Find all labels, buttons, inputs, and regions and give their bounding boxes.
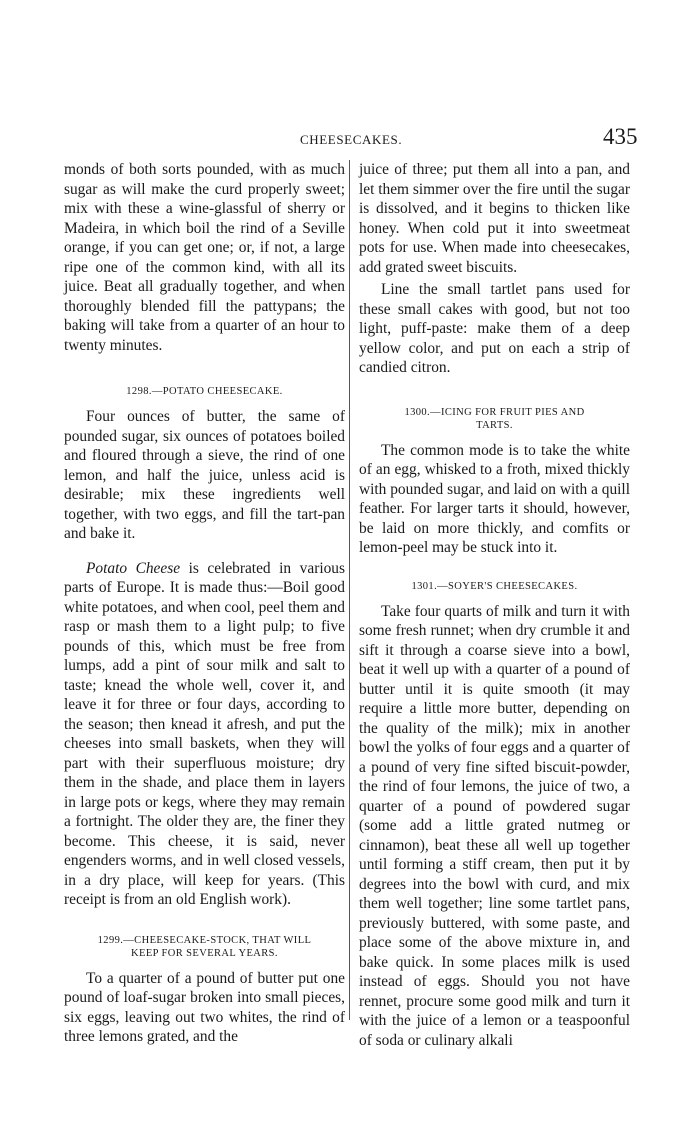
paragraph-potato-cheese xyxy=(64,559,345,910)
recipe-heading-1299-line1: 1299.—CHEESECAKE-STOCK, THAT WILL xyxy=(97,934,312,946)
paragraph-soyers-cheesecakes: Take four quarts of milk and turn it with some fresh runnet; when dry crumble it and sift it through a coarse sieve into a bowl, beat it well up with a quarter of a pound of butter until it is quite smooth (it may require a little more butter, depending on the quality of the milk); mix in another bowl the yolks of four eggs and a quarter of a pound of very fine sifted biscuit-powder, the rind of four lemons, the juice of two, a quarter of a pound of powdered sugar (some add a little grated nutmeg or cinnamon), beat these all well up together until forming a stiff cream, then put it by degrees into the bowl with curd, and mix them well together; line some tartlet pans, previously buttered, with some paste, and place some of the above mixture in, and bake quick. In some places milk is used instead of eggs. Should you not have rennet, procure some good milk and turn it with the juice of a lemon or a teaspoonful of soda or culinary alkali xyxy=(359,602,630,1049)
paragraph-tartlet-pans: Line the small tartlet pans used for these small cakes with good, but not too light, puff-paste: make them of a deep yellow color, and put on each a strip of candied citron. xyxy=(359,281,630,376)
running-head: CHEESECAKES. xyxy=(300,132,403,147)
paragraph-cheesecake-stock: To a quarter of a pound of butter put one pound of loaf-sugar broken into small pieces, six eggs, leaving out two whites, the rind of three lemons grated, and the xyxy=(64,969,345,1045)
paragraph-stock-continued: juice of three; put them all into a pan, and let them simmer over the fire until the sugar is dissolved, and it begins to thicken like honey. When cold put it into sweetmeat pots for use. When made into cheesecakes, add grated sweet biscuits. xyxy=(359,161,630,276)
left-column xyxy=(64,160,345,1047)
italic-term: Potato Cheese xyxy=(86,559,181,577)
page-number: 435 xyxy=(603,124,638,149)
recipe-heading-1301: 1301.—SOYER'S CHEESECAKES. xyxy=(411,580,578,592)
paragraph-icing: The common mode is to take the white of an egg, whisked to a froth, mixed thickly with pounded sugar, and laid on with a quill feather. For larger tarts it should, however, be laid on more thickly, and comfits or lemon-peel may be stuck into it. xyxy=(359,441,630,556)
right-column xyxy=(359,160,630,1050)
recipe-heading-1299-line2: KEEP FOR SEVERAL YEARS. xyxy=(131,947,278,959)
recipe-heading-1300-line2: TARTS. xyxy=(476,419,513,431)
recipe-heading-1300 xyxy=(359,406,630,432)
page-header xyxy=(0,118,700,158)
paragraph-potato-cheese-text: is celebrated in various parts of Europe. It is made thus:—Boil good white potatoes, and when cool, peel them and rasp or mash them to a light pulp; to five pounds of this, which must be free from lumps, add a pint of sour milk and salt to taste; knead the whole well, cover it, and leave it for three or four days, according to the season; then knead it afresh, and put the cheeses into small baskets, when they will part with their superfluous moisture; dry them in the shade, and place them in layers in large pots or kegs, where they may remain a fortnight. The older they are, the finer they become. This cheese, it is said, never engenders worms, and in well closed vessels, in a dry place, will keep for years. (This receipt is from an old English work). xyxy=(64,559,345,908)
paragraph-potato-cheesecake: Four ounces of butter, the same of pounded sugar, six ounces of potatoes boiled and floured through a sieve, the rind of one lemon, and half the juice, unless acid is desirable; mix these ingredients well together, with two eggs, and fill the tart-pan and bake it. xyxy=(64,408,345,542)
recipe-heading-1299 xyxy=(64,934,345,960)
recipe-heading-1298: 1298.—POTATO CHEESECAKE. xyxy=(126,386,283,397)
column-divider xyxy=(349,160,350,1020)
recipe-heading-1300-line1: 1300.—ICING FOR FRUIT PIES AND xyxy=(404,406,585,418)
paragraph-continuation: monds of both sorts pounded, with as much sugar as will make the curd properly sweet; mix with these a wine-glassful of sherry or Madeira, in which boil the rind of a Seville orange, if you can get one; or, if not, a large ripe one of the common kind, with all its juice. Beat all gradually together, and when thoroughly blended fill the pattypans; the baking will take from a quarter of an hour to twenty minutes. xyxy=(64,161,345,354)
